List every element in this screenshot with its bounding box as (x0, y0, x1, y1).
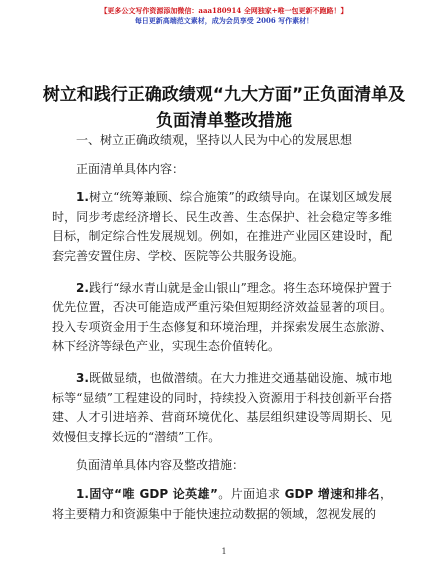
page-number: 1 (221, 547, 227, 556)
item-text: 树立“统筹兼顾、综合施策”的政绩导向。在谋划区域发展时，同步考虑经济增长、民生改善、生态保护、社会稳定等多维目标，制定综合性发展规划。例如，在推进产业园区建设时，配套完善安置住房、学校、医院等公共服务设施。 (52, 190, 392, 263)
item-text: ，将主要精力和资源集中于能快速拉动数据的领域，忽视发展的 (52, 486, 392, 521)
positive-item-1 (52, 188, 392, 266)
promo-banner (0, 6, 448, 26)
negative-item-1 (52, 485, 392, 524)
item-mid-text: 。片面追求 (217, 486, 285, 501)
positive-list-label: 正面清单具体内容： (76, 161, 185, 176)
item-number: 1. (76, 190, 89, 205)
document-body (52, 131, 392, 524)
positive-item-2 (52, 279, 392, 357)
item-number: 1. (76, 486, 89, 501)
item-number: 2. (76, 280, 89, 295)
document-title: 树立和践行正确政绩观“九大方面”正负面清单及负面清单整改措施 (42, 85, 406, 131)
item-number: 3. (76, 370, 89, 385)
promo-banner-line-1: 【更多公文写作资源添加微信：aaa180914 全网独家+唯一包更新不跑路！】 (100, 6, 348, 15)
item-bold-text-2: GDP 增速和排名 (284, 486, 380, 501)
item-text: 践行“绿水青山就是金山银山”理念。将生态环境保护置于优先位置，否决可能造成严重污染但短期经济效益显著的项目。投入专项资金用于生态修复和环境治理，并探索发展生态旅游、林下经济等绿色产业，实现生态价值转化。 (52, 280, 392, 354)
promo-banner-line-2: 每日更新高端范文素材，成为会员享受 2006 写作素材！ (134, 16, 314, 25)
section-heading: 一、树立正确政绩观，坚持以人民为中心的发展思想 (76, 133, 353, 147)
negative-list-label: 负面清单具体内容及整改措施： (76, 458, 245, 473)
item-bold-text: 固守“唯 GDP 论英雄” (88, 486, 218, 501)
item-text: 既做显绩，也做潜绩。在大力推进交通基础设施、城市地标等“显绩”工程建设的同时，持续投入资源用于科技创新平台搭建、人才引进培养、营商环境优化、基层组织建设等周期长、见效慢但支撑长远的“潜绩”工作。 (52, 370, 392, 444)
positive-item-3 (52, 369, 392, 447)
